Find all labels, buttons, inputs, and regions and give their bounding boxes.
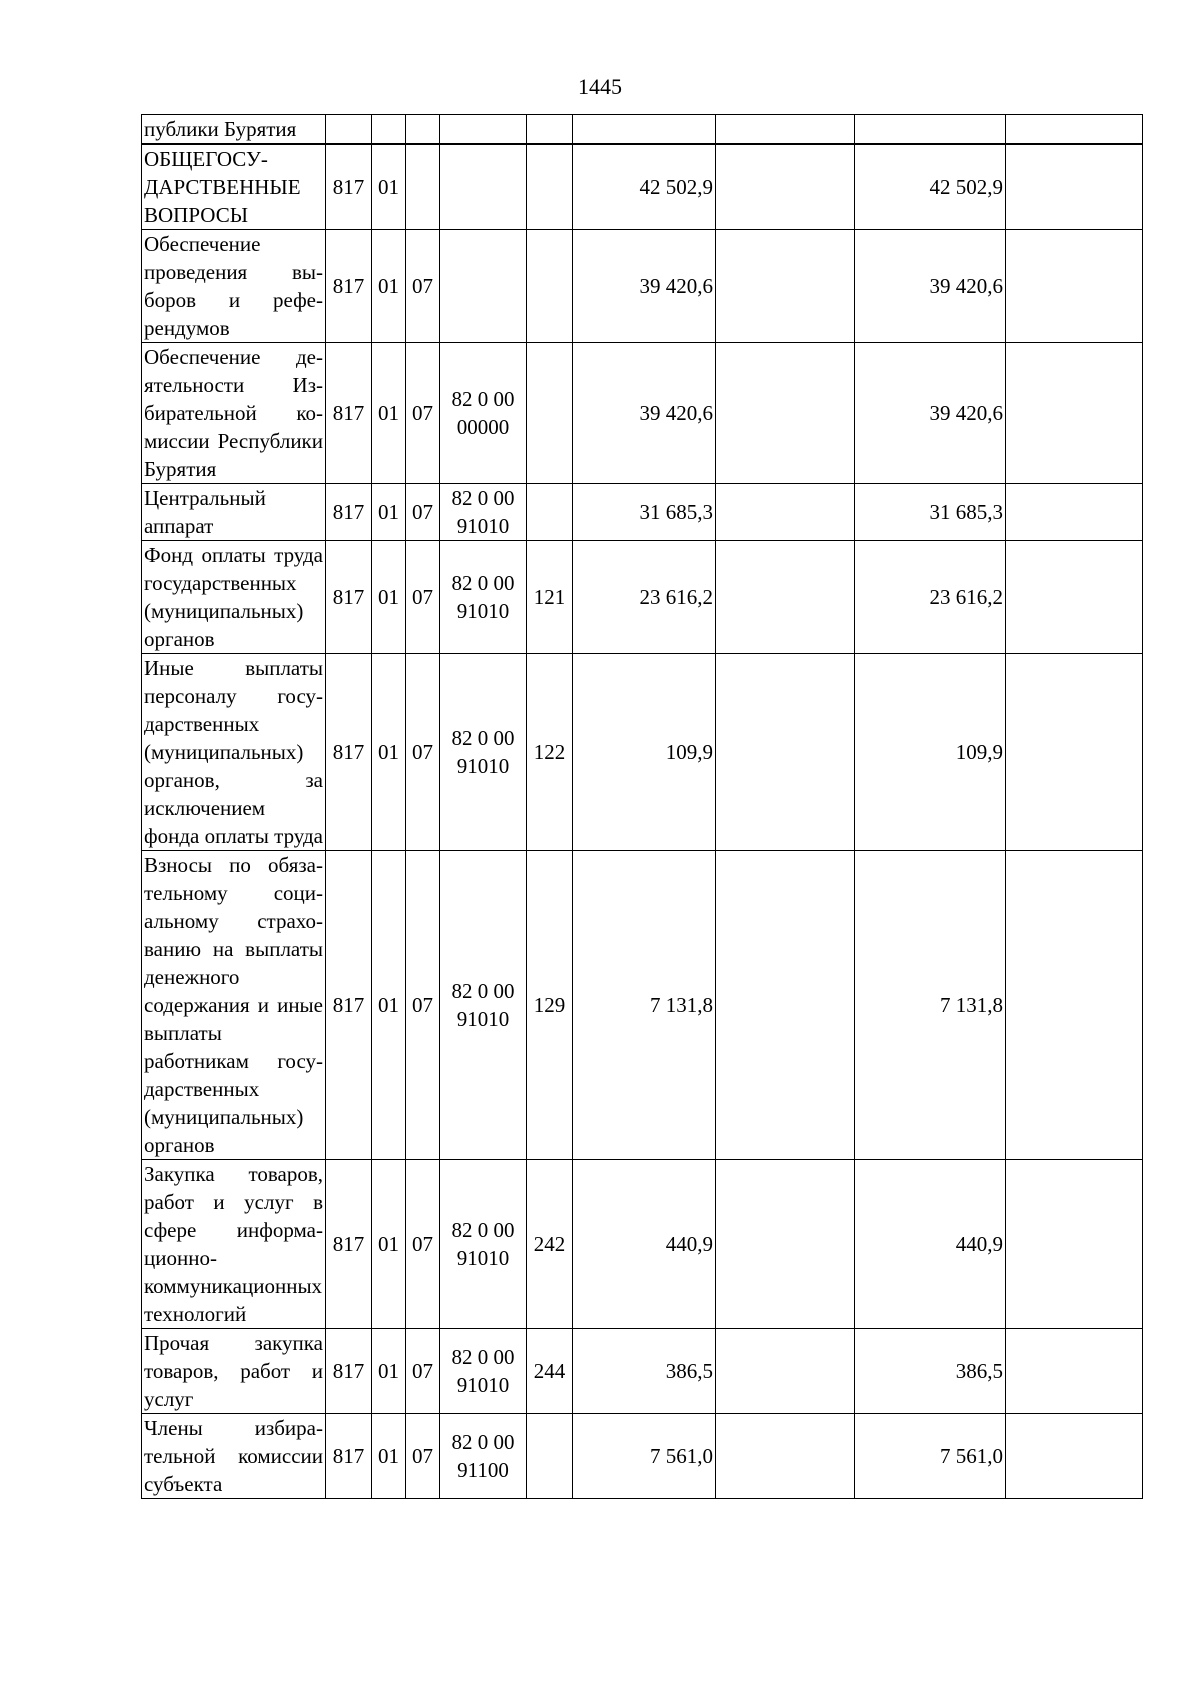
amount-1: 7 561,0 (573, 1414, 716, 1499)
item-name: Обеспечение проведения выборов и референдумов (142, 230, 326, 343)
ministry-code: 817 (326, 343, 372, 484)
amount-1 (573, 115, 716, 145)
target-article (440, 1160, 527, 1329)
target-article-part-1: 82 0 00 (451, 571, 515, 595)
table-body (142, 115, 1143, 1499)
section-code: 01 (372, 144, 406, 230)
amount-3: 109,9 (855, 654, 1006, 851)
amount-4 (1006, 144, 1143, 230)
target-article (440, 1414, 527, 1499)
amount-3: 42 502,9 (855, 144, 1006, 230)
subsection-code: 07 (406, 1414, 440, 1499)
amount-1: 42 502,9 (573, 144, 716, 230)
target-article (440, 541, 527, 654)
amount-4 (1006, 541, 1143, 654)
table-row (142, 541, 1143, 654)
section-code: 01 (372, 230, 406, 343)
item-name: Иные выплаты персоналу государственных (муниципальных) органов, за исключением фонда оплаты труда (142, 654, 326, 851)
amount-2 (716, 1414, 855, 1499)
subsection-code (406, 144, 440, 230)
amount-3: 440,9 (855, 1160, 1006, 1329)
expense-type: 244 (527, 1329, 573, 1414)
ministry-code: 817 (326, 654, 372, 851)
ministry-code: 817 (326, 144, 372, 230)
amount-4 (1006, 654, 1143, 851)
amount-1: 386,5 (573, 1329, 716, 1414)
target-article-part-1: 82 0 00 (451, 979, 515, 1003)
section-code: 01 (372, 1329, 406, 1414)
target-article (440, 851, 527, 1160)
expense-type (527, 343, 573, 484)
amount-2 (716, 541, 855, 654)
amount-3: 39 420,6 (855, 343, 1006, 484)
amount-3: 31 685,3 (855, 484, 1006, 541)
amount-1: 23 616,2 (573, 541, 716, 654)
amount-4 (1006, 343, 1143, 484)
subsection-code: 07 (406, 654, 440, 851)
target-article (440, 115, 527, 145)
target-article-part-2: 91010 (456, 1373, 510, 1397)
expense-type (527, 1414, 573, 1499)
target-article (440, 654, 527, 851)
expense-type: 121 (527, 541, 573, 654)
amount-2 (716, 654, 855, 851)
ministry-code: 817 (326, 484, 372, 541)
amount-1: 39 420,6 (573, 343, 716, 484)
expense-type: 122 (527, 654, 573, 851)
page-number: 1445 (578, 74, 622, 99)
amount-2 (716, 115, 855, 145)
target-article (440, 1329, 527, 1414)
subsection-code: 07 (406, 230, 440, 343)
item-name: Взносы по обязательному социальному страхованию на выплаты денежного содержания и иные выплаты работникам государственных (муниципальных) органов (142, 851, 326, 1160)
item-name: Члены избирательной комиссии субъекта (142, 1414, 326, 1499)
section-code: 01 (372, 343, 406, 484)
amount-2 (716, 484, 855, 541)
target-article (440, 144, 527, 230)
subsection-code (406, 115, 440, 145)
amount-3: 7 561,0 (855, 1414, 1006, 1499)
amount-4 (1006, 230, 1143, 343)
expense-type: 129 (527, 851, 573, 1160)
subsection-code: 07 (406, 343, 440, 484)
amount-4 (1006, 484, 1143, 541)
expense-type (527, 484, 573, 541)
item-name: Центральный аппарат (142, 484, 326, 541)
target-article-part-2: 91010 (456, 754, 510, 778)
subsection-code: 07 (406, 1329, 440, 1414)
target-article-part-2: 91010 (456, 599, 510, 623)
table-row (142, 484, 1143, 541)
expense-type: 242 (527, 1160, 573, 1329)
amount-1: 31 685,3 (573, 484, 716, 541)
target-article-part-2: 91010 (456, 514, 510, 538)
subsection-code: 07 (406, 484, 440, 541)
expense-type (527, 230, 573, 343)
section-code: 01 (372, 484, 406, 541)
section-code: 01 (372, 1160, 406, 1329)
amount-2 (716, 1160, 855, 1329)
amount-2 (716, 230, 855, 343)
budget-table (141, 114, 1143, 1499)
target-article-part-1: 82 0 00 (451, 387, 515, 411)
target-article-part-2: 91010 (456, 1246, 510, 1270)
target-article (440, 343, 527, 484)
table-row (142, 851, 1143, 1160)
target-article-part-1: 82 0 00 (451, 486, 515, 510)
amount-1: 109,9 (573, 654, 716, 851)
amount-3: 39 420,6 (855, 230, 1006, 343)
table-row (142, 230, 1143, 343)
amount-1: 7 131,8 (573, 851, 716, 1160)
amount-3: 7 131,8 (855, 851, 1006, 1160)
amount-2 (716, 343, 855, 484)
target-article-part-2: 00000 (456, 415, 510, 439)
ministry-code (326, 115, 372, 145)
target-article-part-2: 91100 (457, 1458, 509, 1482)
amount-2 (716, 1329, 855, 1414)
subsection-code: 07 (406, 541, 440, 654)
target-article-part-1: 82 0 00 (451, 1218, 515, 1242)
target-article-part-1: 82 0 00 (451, 1345, 515, 1369)
item-name: Закупка товаров, работ и услуг в сфере информационно-коммуникационных технологий (142, 1160, 326, 1329)
table-row (142, 654, 1143, 851)
expense-type (527, 144, 573, 230)
ministry-code: 817 (326, 230, 372, 343)
ministry-code: 817 (326, 1329, 372, 1414)
amount-3: 23 616,2 (855, 541, 1006, 654)
table-row (142, 1329, 1143, 1414)
target-article (440, 484, 527, 541)
expense-type (527, 115, 573, 145)
ministry-code: 817 (326, 851, 372, 1160)
section-code: 01 (372, 851, 406, 1160)
amount-4 (1006, 851, 1143, 1160)
amount-2 (716, 144, 855, 230)
amount-4 (1006, 115, 1143, 145)
amount-1: 440,9 (573, 1160, 716, 1329)
item-name: Прочая закупка товаров, работ и услуг (142, 1329, 326, 1414)
amount-4 (1006, 1160, 1143, 1329)
table-row (142, 1160, 1143, 1329)
ministry-code: 817 (326, 1160, 372, 1329)
subsection-code: 07 (406, 1160, 440, 1329)
section-code: 01 (372, 1414, 406, 1499)
amount-4 (1006, 1414, 1143, 1499)
item-name: Обеспечение деятельности Избирательной комиссии Республики Бурятия (142, 343, 326, 484)
table-row (142, 1414, 1143, 1499)
target-article-part-2: 91010 (456, 1007, 510, 1031)
table-row (142, 115, 1143, 145)
ministry-code: 817 (326, 1414, 372, 1499)
section-code (372, 115, 406, 145)
amount-1: 39 420,6 (573, 230, 716, 343)
table-row (142, 343, 1143, 484)
target-article-part-1: 82 0 00 (451, 1430, 515, 1454)
ministry-code: 817 (326, 541, 372, 654)
target-article (440, 230, 527, 343)
table-row (142, 144, 1143, 230)
amount-2 (716, 851, 855, 1160)
item-name: ОБЩЕГОСУ-ДАРСТВЕННЫЕ ВОПРОСЫ (142, 144, 326, 230)
section-code: 01 (372, 654, 406, 851)
item-name: публики Бурятия (142, 115, 326, 145)
section-code: 01 (372, 541, 406, 654)
subsection-code: 07 (406, 851, 440, 1160)
item-name: Фонд оплаты труда государственных (муниципальных) органов (142, 541, 326, 654)
amount-3: 386,5 (855, 1329, 1006, 1414)
amount-3 (855, 115, 1006, 145)
amount-4 (1006, 1329, 1143, 1414)
target-article-part-1: 82 0 00 (451, 726, 515, 750)
